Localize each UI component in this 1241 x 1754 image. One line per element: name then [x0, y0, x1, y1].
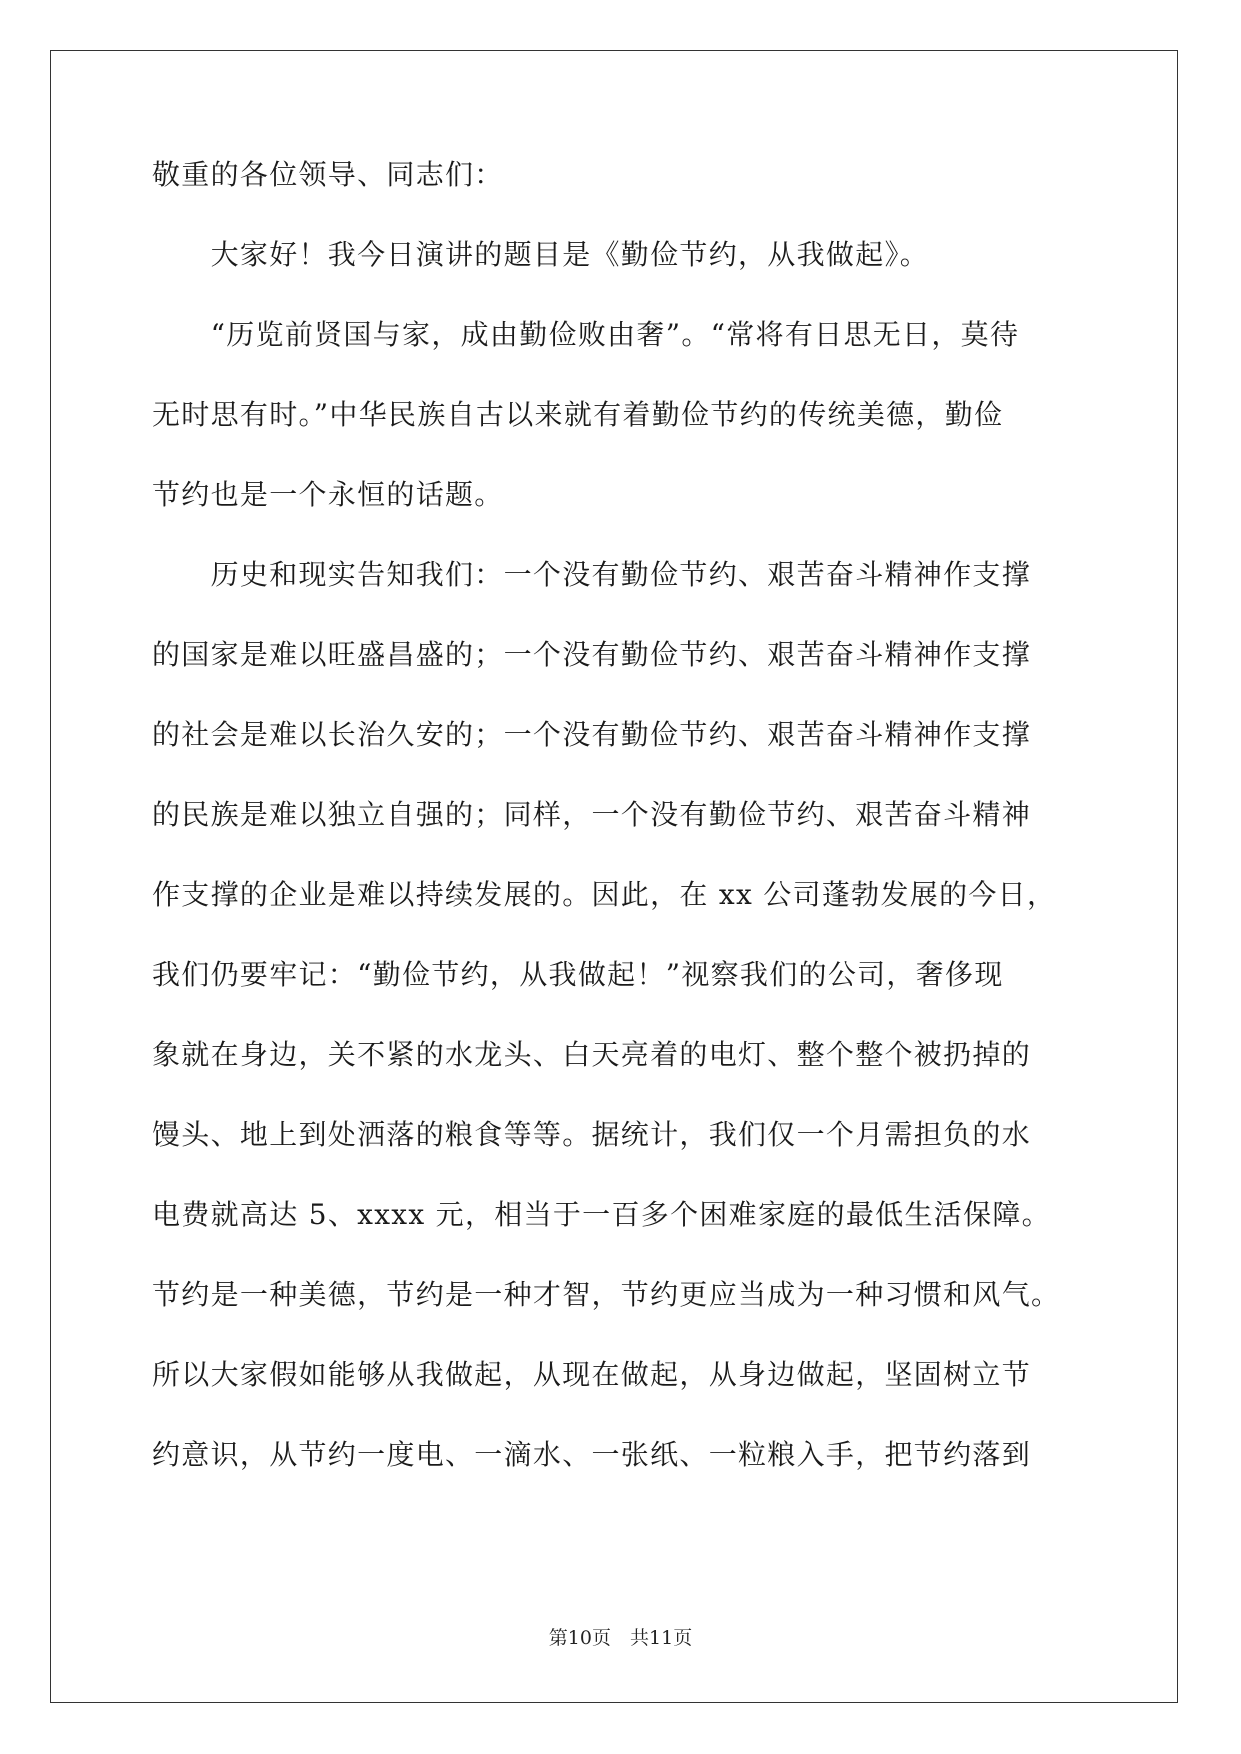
text-line-11: 我们仍要牢记：“勤俭节约，从我做起！”视察我们的公司，奢侈现 [152, 958, 1004, 991]
page-current: 10 [567, 1627, 592, 1649]
page-total: 11 [649, 1627, 674, 1649]
text-line-15: 节约是一种美德，节约是一种才智，节约更应当成为一种习惯和风气。 [152, 1278, 1061, 1311]
page-label-suffix: 页 [673, 1627, 693, 1649]
text-line-1: 敬重的各位领导、同志们： [152, 158, 504, 191]
text-line-10: 作支撑的企业是难以持续发展的。因此，在 xx 公司蓬勃发展的今日， [152, 878, 1057, 911]
text-line-12: 象就在身边，关不紧的水龙头、白天亮着的电灯、整个整个被扔掉的 [152, 1038, 1032, 1071]
text-line-8: 的社会是难以长治久安的；一个没有勤俭节约、艰苦奋斗精神作支撑 [152, 718, 1032, 751]
text-line-16: 所以大家假如能够从我做起，从现在做起，从身边做起，坚固树立节 [152, 1358, 1032, 1391]
text-line-17: 约意识，从节约一度电、一滴水、一张纸、一粒粮入手，把节约落到 [152, 1438, 1032, 1471]
page-label-prefix: 第 [548, 1627, 568, 1649]
text-line-14: 电费就高达 5、xxxx 元，相当于一百多个困难家庭的最低生活保障。 [152, 1198, 1051, 1231]
page-label-mid: 页 共 [591, 1627, 649, 1649]
text-line-3: “历览前贤国与家，成由勤俭败由奢”。“常将有日思无日，莫待 [152, 318, 1020, 351]
text-line-6: 历史和现实告知我们：一个没有勤俭节约、艰苦奋斗精神作支撑 [152, 558, 1032, 591]
page-footer [0, 1626, 1241, 1650]
text-line-4: 无时思有时。”中华民族自古以来就有着勤俭节约的传统美德，勤俭 [152, 398, 1004, 431]
text-line-5: 节约也是一个永恒的话题。 [152, 478, 504, 511]
text-line-7: 的国家是难以旺盛昌盛的；一个没有勤俭节约、艰苦奋斗精神作支撑 [152, 638, 1032, 671]
text-line-2: 大家好！我今日演讲的题目是《勤俭节约，从我做起》。 [152, 238, 930, 271]
text-line-13: 馒头、地上到处洒落的粮食等等。据统计，我们仅一个月需担负的水 [152, 1118, 1032, 1151]
text-line-9: 的民族是难以独立自强的；同样，一个没有勤俭节约、艰苦奋斗精神 [152, 798, 1032, 831]
